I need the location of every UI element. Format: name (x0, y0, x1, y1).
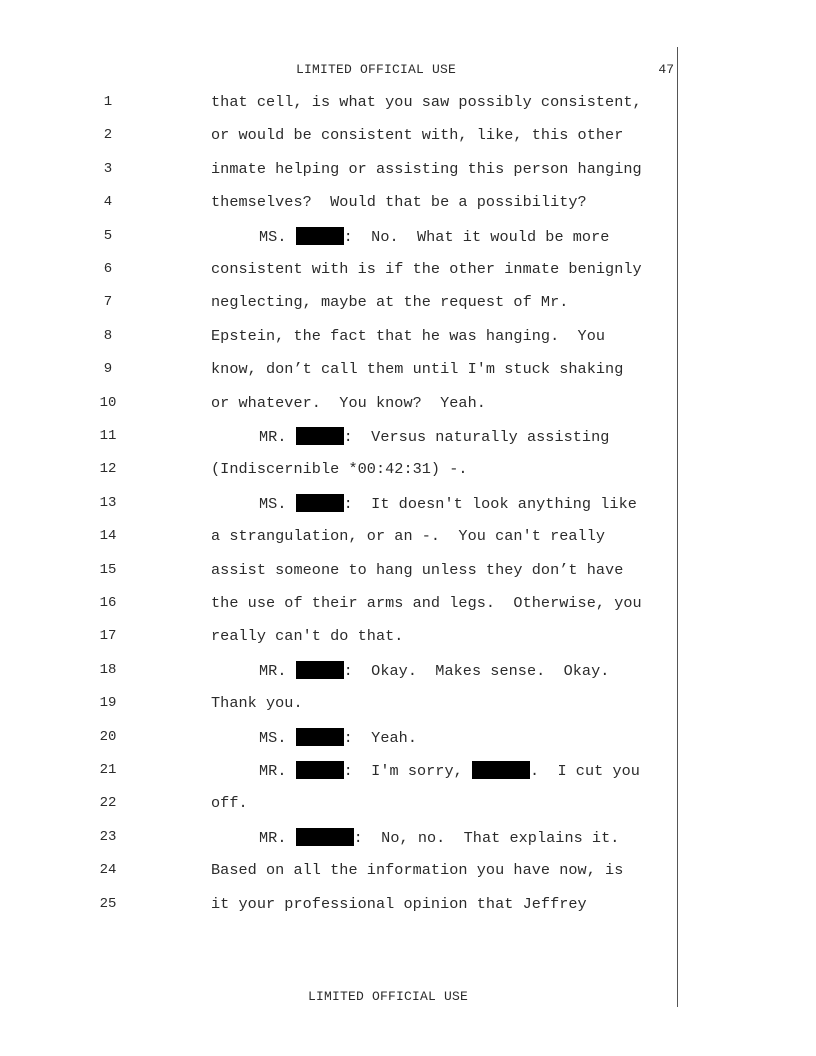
line-text: : Yeah. (343, 728, 417, 747)
speaker-title: MR. (259, 762, 287, 780)
line-number: 18 (99, 661, 117, 678)
transcript-line (0, 588, 680, 621)
transcript-line (0, 621, 680, 654)
speaker-title: MR. (259, 828, 287, 847)
speaker-line (259, 427, 609, 446)
header-classification: LIMITED OFFICIAL USE (296, 62, 457, 77)
redaction-box (296, 494, 344, 512)
speaker-line (259, 761, 640, 780)
line-number: 2 (103, 127, 113, 144)
line-number: 24 (99, 862, 117, 879)
line-text: a strangulation, or an -. You can't really (211, 527, 606, 546)
line-number: 15 (99, 561, 117, 578)
speaker-line (259, 494, 637, 513)
line-text: : It doesn't look anything like (343, 494, 637, 513)
transcript-line (0, 421, 680, 454)
line-number: 21 (99, 762, 117, 778)
transcript-line (0, 688, 680, 721)
speaker-title: MS. (259, 227, 287, 246)
footer-classification: LIMITED OFFICIAL USE (308, 989, 469, 1004)
line-text: off. (211, 794, 248, 813)
transcript-line (0, 521, 680, 554)
speaker-line (259, 661, 609, 680)
line-number: 22 (99, 795, 117, 812)
line-number: 7 (103, 294, 113, 311)
transcript-line (0, 87, 680, 120)
line-text: themselves? Would that be a possibility? (211, 193, 587, 212)
line-number: 3 (103, 160, 113, 177)
line-number: 5 (103, 227, 113, 244)
line-number: 17 (99, 628, 117, 645)
line-text: inmate helping or assisting this person hanging (211, 159, 642, 178)
transcript-line (0, 655, 680, 688)
redaction-box (296, 761, 344, 779)
transcript-line (0, 555, 680, 588)
line-text: : Versus naturally assisting (343, 428, 610, 446)
transcript-line (0, 855, 680, 888)
line-number: 20 (99, 728, 117, 745)
redaction-box (296, 427, 344, 445)
line-text: or whatever. You know? Yeah. (211, 393, 486, 412)
transcript-line (0, 822, 680, 855)
line-number: 9 (103, 361, 113, 378)
transcript-line (0, 889, 680, 922)
transcript-line (0, 221, 680, 254)
line-text: really can't do that. (211, 627, 404, 646)
transcript-line (0, 755, 680, 788)
redaction-box (296, 227, 344, 245)
transcript-line (0, 788, 680, 821)
transcript-line (0, 254, 680, 287)
line-number: 8 (103, 327, 113, 344)
line-number: 14 (99, 528, 117, 545)
line-number: 6 (103, 261, 113, 277)
speaker-title: MS. (259, 728, 287, 747)
line-text: neglecting, maybe at the request of Mr. (211, 293, 569, 312)
line-number: 19 (99, 695, 117, 712)
transcript-line (0, 120, 680, 153)
speaker-title: MR. (259, 428, 287, 446)
redaction-box (296, 661, 344, 679)
line-text: Based on all the information you have now, is (211, 861, 624, 880)
transcript-line (0, 454, 680, 487)
transcript-line (0, 488, 680, 521)
line-text: consistent with is if the other inmate benignly (211, 260, 642, 278)
line-text: (Indiscernible *00:42:31) -. (211, 460, 468, 479)
line-number: 25 (99, 895, 117, 912)
line-text: : I'm sorry, (343, 762, 472, 780)
line-text: : Okay. Makes sense. Okay. (343, 661, 610, 680)
line-number: 16 (99, 595, 117, 611)
line-text: . I cut you (529, 762, 640, 780)
transcript-line (0, 722, 680, 755)
speaker-title: MR. (259, 661, 287, 680)
transcript-line (0, 287, 680, 320)
speaker-title: MS. (259, 494, 287, 513)
line-text: Epstein, the fact that he was hanging. You (211, 326, 606, 345)
line-text: know, don’t call them until I'm stuck shaking (211, 360, 624, 379)
transcript-line (0, 354, 680, 387)
transcript-line (0, 388, 680, 421)
line-text: assist someone to hang unless they don’t have (211, 560, 624, 579)
line-number: 4 (103, 194, 113, 211)
line-text: that cell, is what you saw possibly consistent, (211, 93, 642, 111)
line-text: : No. What it would be more (343, 227, 610, 246)
redaction-box (472, 761, 530, 779)
speaker-line (259, 828, 619, 847)
line-number: 10 (99, 394, 117, 411)
line-text: the use of their arms and legs. Otherwise, you (211, 594, 642, 612)
speaker-line (259, 227, 609, 246)
redaction-box (296, 828, 354, 846)
transcript-line (0, 187, 680, 220)
line-number: 11 (99, 428, 117, 444)
line-text: : No, no. That explains it. (353, 828, 620, 847)
line-number: 23 (99, 828, 117, 845)
line-number: 1 (103, 94, 113, 110)
transcript-line (0, 321, 680, 354)
redaction-box (296, 728, 344, 746)
speaker-line (259, 728, 417, 747)
line-text: or would be consistent with, like, this other (211, 126, 624, 145)
transcript-line (0, 154, 680, 187)
line-text: it your professional opinion that Jeffrey (211, 894, 587, 913)
line-number: 12 (99, 461, 117, 478)
page-number: 47 (658, 62, 674, 77)
line-number: 13 (99, 494, 117, 511)
line-text: Thank you. (211, 694, 303, 713)
